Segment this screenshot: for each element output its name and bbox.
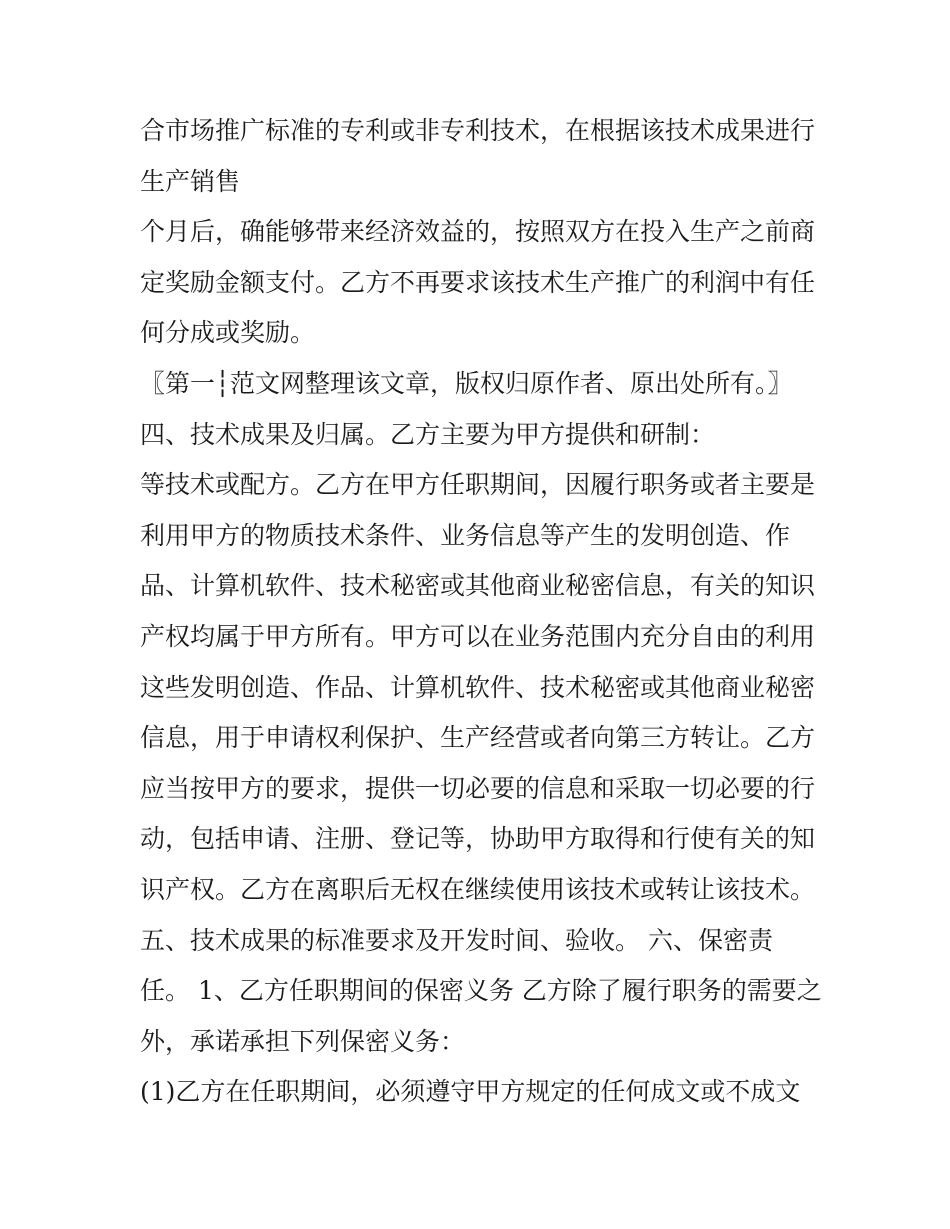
text-line: 应当按甲方的要求，提供一切必要的信息和采取一切必要的行: [140, 773, 816, 803]
text-line: 外，承诺承担下列保密义务：: [140, 1026, 466, 1056]
text-line: 识产权。乙方在离职后无权在继续使用该技术或转让该技术。: [140, 874, 816, 904]
text-line: 动，包括申请、注册、登记等，协助甲方取得和行使有关的知: [140, 824, 816, 854]
text-line: 信息，用于申请权利保护、生产经营或者向第三方转让。乙方: [140, 723, 816, 753]
copyright-notice: 〖第一┆范文网整理该文章，版权归原作者、原出处所有。〗: [140, 368, 793, 398]
text-line: 利用甲方的物质技术条件、业务信息等产生的发明创造、作: [140, 520, 791, 550]
text-line: 这些发明创造、作品、计算机软件、技术秘密或其他商业秘密: [140, 672, 816, 702]
text-line: 生产销售: [140, 166, 241, 196]
text-line: 产权均属于甲方所有。甲方可以在业务范围内充分自由的利用: [140, 621, 816, 651]
text-line: 品、计算机软件、技术秘密或其他商业秘密信息，有关的知识: [140, 571, 816, 601]
text-line: 定奖励金额支付。乙方不再要求该技术生产推广的利润中有任: [140, 267, 816, 297]
section-heading-4: 四、技术成果及归属。乙方主要为甲方提供和研制：: [140, 419, 716, 449]
text-line: 合市场推广标准的专利或非专利技术，在根据该技术成果进行: [140, 116, 816, 145]
text-line: 任。 1、乙方任职期间的保密义务 乙方除了履行职务的需要之: [140, 976, 822, 1006]
document-body: [140, 106, 830, 1118]
list-item: (1)乙方在任职期间，必须遵守甲方规定的任何成文或不成文: [140, 1077, 801, 1107]
text-line: 何分成或奖励。: [140, 318, 316, 348]
text-line: 等技术或配方。乙方在甲方任职期间，因履行职务或者主要是: [140, 470, 816, 500]
text-line: 个月后，确能够带来经济效益的，按照双方在投入生产之前商: [140, 217, 816, 247]
section-heading-5-6: 五、技术成果的标准要求及开发时间、验收。 六、保密责: [140, 925, 773, 955]
